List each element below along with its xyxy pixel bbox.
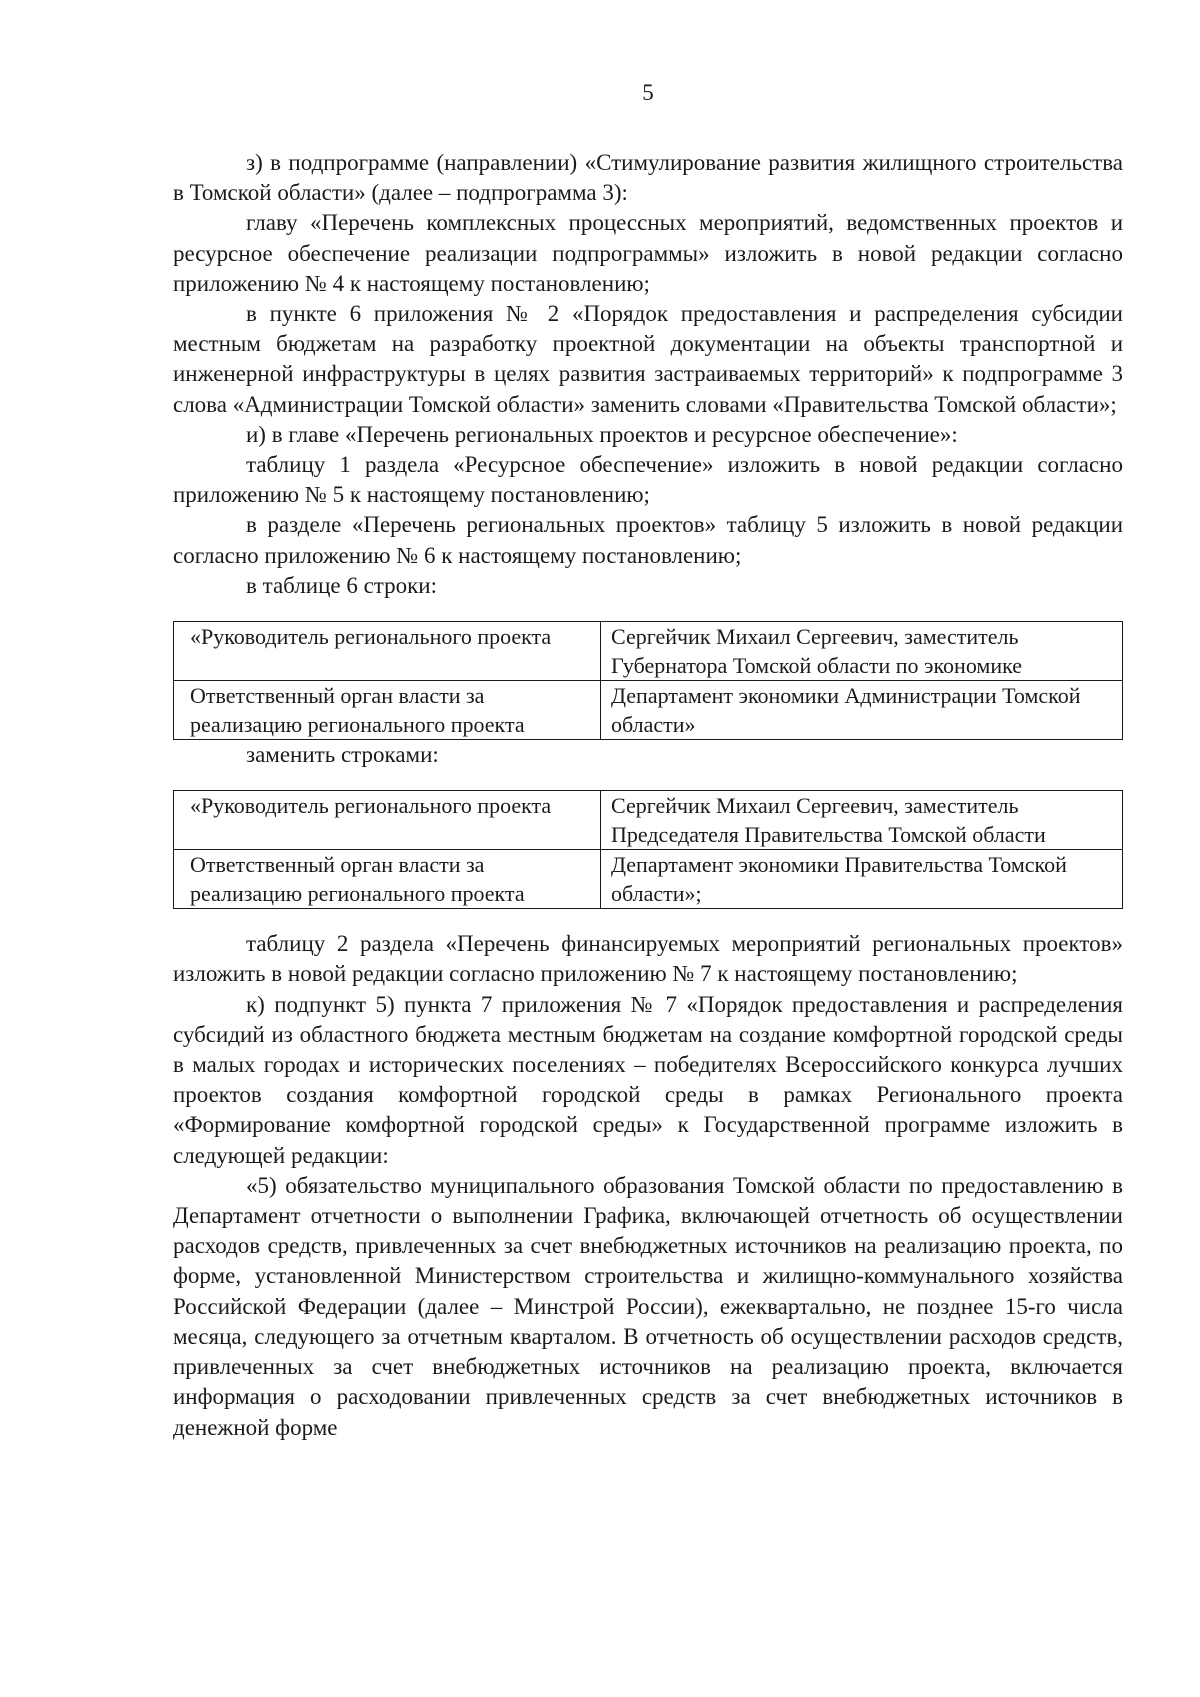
- table-cell: Департамент экономики Правительства Томской области»;: [601, 850, 1123, 909]
- paragraph-z: з) в подпрограмме (направлении) «Стимулирование развития жилищного строительства в Томской области» (далее – подпрограмма 3):: [173, 150, 1123, 206]
- paragraph-item6: в пункте 6 приложения № 2 «Порядок предоставления и распределения субсидии местным бюджетам на разработку проектной документации на объекты транспортной и инженерной инфраструктуры в целях развития застраиваемых территорий» к подпрограмме 3 слова «Администрации Томской области» заменить словами «Правительства Томской области»;: [173, 301, 1123, 417]
- paragraph-subitem5: «5) обязательство муниципального образования Томской области по предоставлению в Департамент отчетности о выполнении Графика, включающей отчетность об осуществлении расходов средств, привлеченных за счет внебюджетных источников на реализацию проекта, по форме, установленной Министерством строительства и жилищно-коммунального хозяйства Российской Федерации (далее – Минстрой России), ежеквартально, не позднее 15-го числа месяца, следующего за отчетным кварталом. В отчетность об осуществлении расходов средств, привлеченных за счет внебюджетных источников на реализацию проекта, включается информация о расходовании привлеченных средств за счет внебюджетных источников в денежной форме: [173, 1172, 1123, 1440]
- table-row: [174, 622, 1123, 681]
- table-cell: Ответственный орган власти за реализацию регионального проекта: [174, 850, 601, 909]
- table-cell: Сергейчик Михаил Сергеевич, заместитель Губернатора Томской области по экономике: [601, 622, 1123, 681]
- paragraph-table1: таблицу 1 раздела «Ресурсное обеспечение» изложить в новой редакции согласно приложению № 5 к настоящему постановлению;: [173, 452, 1123, 508]
- table-row: [174, 681, 1123, 740]
- table-row: [174, 791, 1123, 850]
- old-rows-table: [173, 621, 1123, 740]
- paragraph-k: к) подпункт 5) пункта 7 приложения № 7 «Порядок предоставления и распределения субсидий из областного бюджета местным бюджетам на создание комфортной городской среды в малых городах и исторических поселениях – победителях Всероссийского конкурса лучших проектов создания комфортной городской среды в рамках Регионального проекта «Формирование комфортной городской среды» к Государственной программе изложить в следующей редакции:: [173, 991, 1123, 1168]
- paragraph-replace-with: заменить строками:: [246, 742, 439, 768]
- table-cell: «Руководитель регионального проекта: [174, 622, 601, 681]
- document-page: [173, 78, 1123, 1443]
- table-cell: Ответственный орган власти за реализацию регионального проекта: [174, 681, 601, 740]
- paragraph-table5: в разделе «Перечень региональных проектов» таблицу 5 изложить в новой редакции согласно приложению № 6 к настоящему постановлению;: [173, 512, 1123, 568]
- table-cell: Сергейчик Михаил Сергеевич, заместитель Председателя Правительства Томской области: [601, 791, 1123, 850]
- paragraph-table2: таблицу 2 раздела «Перечень финансируемых мероприятий региональных проектов» изложить в новой редакции согласно приложению № 7 к настоящему постановлению;: [173, 931, 1123, 987]
- table-cell: Департамент экономики Администрации Томской области»: [601, 681, 1123, 740]
- table-cell: «Руководитель регионального проекта: [174, 791, 601, 850]
- new-rows-table: [173, 790, 1123, 909]
- page-number: 5: [642, 80, 654, 105]
- table-row: [174, 850, 1123, 909]
- paragraph-chapter: главу «Перечень комплексных процессных мероприятий, ведомственных проектов и ресурсное обеспечение реализации подпрограммы» изложить в новой редакции согласно приложению № 4 к настоящему постановлению;: [173, 210, 1123, 296]
- paragraph-i: и) в главе «Перечень региональных проектов и ресурсное обеспечение»:: [246, 421, 958, 447]
- paragraph-table6-rows: в таблице 6 строки:: [246, 572, 437, 598]
